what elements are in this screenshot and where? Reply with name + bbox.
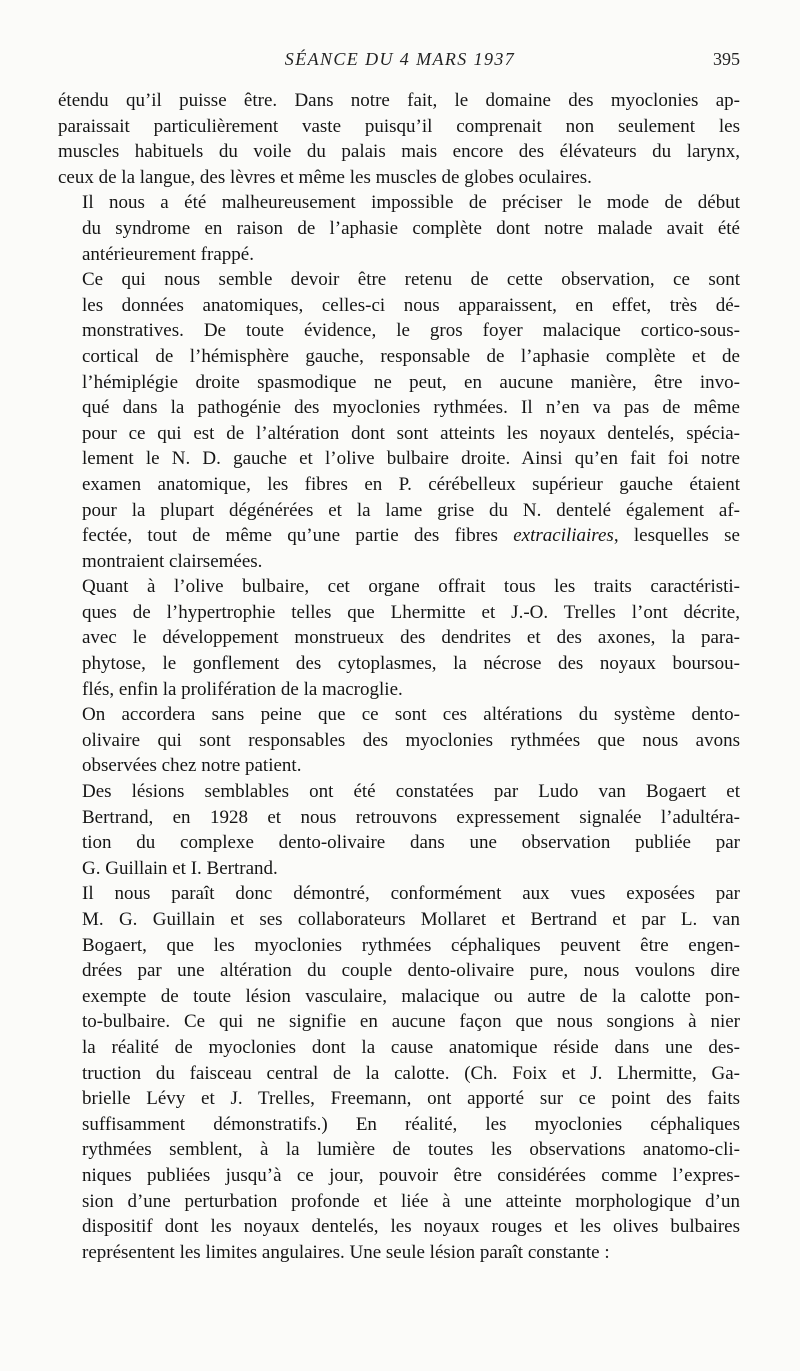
text-line: lement le N. D. gauche et l’olive bulbaire droite. Ainsi qu’en fait foi notre [82,448,740,470]
text-line: la réalité de myoclonies dont la cause anatomique réside dans une des- [82,1036,740,1058]
text-line: observées chez notre patient. [82,755,302,777]
text-line: qué dans la pathogénie des myoclonies rythmées. Il n’en va pas de même [82,397,740,419]
text-line: antérieurement frappé. [82,243,254,265]
running-head [60,49,740,73]
text-line: Bertrand, en 1928 et nous retrouvons expressement signalée l’adultéra- [82,806,740,828]
text-line: On accordera sans peine que ce sont ces altérations du système dento- [82,704,740,726]
text-line: to-bulbaire. Ce qui ne signifie en aucune façon que nous songions à nier [82,1011,740,1033]
paragraph [58,574,740,702]
text-line: pour ce qui est de l’altération dont sont atteints les noyaux dentelés, spécia- [82,422,740,444]
text-line: olivaire qui sont responsables des myoclonies rythmées que nous avons [82,729,740,751]
text-line: étendu qu’il puisse être. Dans notre fait, le domaine des myoclonies ap- [58,90,740,111]
text-line: phytose, le gonflement des cytoplasmes, la nécrose des noyaux boursou- [82,653,740,675]
text-line: muscles habituels du voile du palais mais encore des élévateurs du larynx, [58,141,740,163]
text-line: avec le développement monstrueux des dendrites et des axones, la para- [82,627,740,649]
text-line: Quant à l’olive bulbaire, cet organe offrait tous les traits caractéristi- [82,576,740,598]
text-line: cortical de l’hémisphère gauche, responsable de l’aphasie complète et de [82,345,740,367]
text-line: l’hémiplégie droite spasmodique ne peut, en aucune manière, être invo- [82,371,740,393]
text-line: exempte de toute lésion vasculaire, malacique ou autre de la calotte pon- [82,985,740,1007]
body-text [58,88,740,1265]
text-line: fectée, tout de même qu’une partie des fibres extraciliaires, lesquelles se [82,525,740,547]
text-line: Il nous a été malheureusement impossible de préciser le mode de début [82,192,740,214]
text-line: M. G. Guillain et ses collaborateurs Mollaret et Bertrand et par L. van [82,909,740,930]
text-line: Ce qui nous semble devoir être retenu de cette observation, ce sont [82,269,740,291]
text-line: les données anatomiques, celles-ci nous apparaissent, en effet, très dé- [82,294,740,316]
paragraph [58,881,740,1265]
text-line: Bogaert, que les myoclonies rythmées céphaliques peuvent être engen- [82,934,740,956]
text-line: monstratives. De toute évidence, le gros foyer malacique cortico-sous- [82,320,740,342]
paragraph [58,190,740,267]
text-line: drées par une altération du couple dento-olivaire pure, nous voulons dire [82,960,740,982]
text-line: ceux de la langue, des lèvres et même les muscles de globes oculaires. [58,166,592,188]
text-line: dispositif dont les noyaux dentelés, les noyaux rouges et les olives bulbaires [82,1216,740,1238]
text-line: tion du complexe dento-olivaire dans une observation publiée par [82,832,740,854]
text-line: examen anatomique, les fibres en P. cérébelleux supérieur gauche étaient [82,473,740,495]
text-line: montraient clairsemées. [82,550,263,572]
text-line: suffisamment démonstratifs.) En réalité, les myoclonies céphaliques [82,1113,740,1135]
text-line: brielle Lévy et J. Trelles, Freemann, ont apporté sur ce point des faits [82,1088,740,1110]
paragraph [58,702,740,779]
text-line: rythmées semblent, à la lumière de toutes les observations anatomo-cli- [82,1139,740,1161]
text-line: du syndrome en raison de l’aphasie complète dont notre malade avait été [82,217,740,239]
text-line: G. Guillain et I. Bertrand. [82,857,278,879]
page-number: 395 [713,49,740,69]
text-line: ques de l’hypertrophie telles que Lhermitte et J.-O. Trelles l’ont décrite, [82,601,740,623]
text-line: pour la plupart dégénérées et la lame grise du N. dentelé également af- [82,499,740,521]
text-line: truction du faisceau central de la calotte. (Ch. Foix et J. Lhermitte, Ga- [82,1062,740,1084]
paragraph [58,88,740,190]
paragraph [58,779,740,881]
text-line: flés, enfin la prolifération de la macroglie. [82,678,403,700]
text-line: paraissait particulièrement vaste puisqu’il comprenait non seulement les [58,115,740,137]
text-line: niques publiées jusqu’à ce jour, pouvoir être considérées comme l’expres- [82,1164,740,1186]
running-title: SÉANCE DU 4 MARS 1937 [284,49,516,69]
paragraph [58,267,740,574]
text-line: Il nous paraît donc démontré, conformément aux vues exposées par [82,883,740,905]
text-line: sion d’une perturbation profonde et liée à une atteinte morphologique d’un [82,1190,740,1212]
text-line: Des lésions semblables ont été constatées par Ludo van Bogaert et [82,781,740,803]
text-line: représentent les limites angulaires. Une seule lésion paraît constante : [82,1241,610,1263]
